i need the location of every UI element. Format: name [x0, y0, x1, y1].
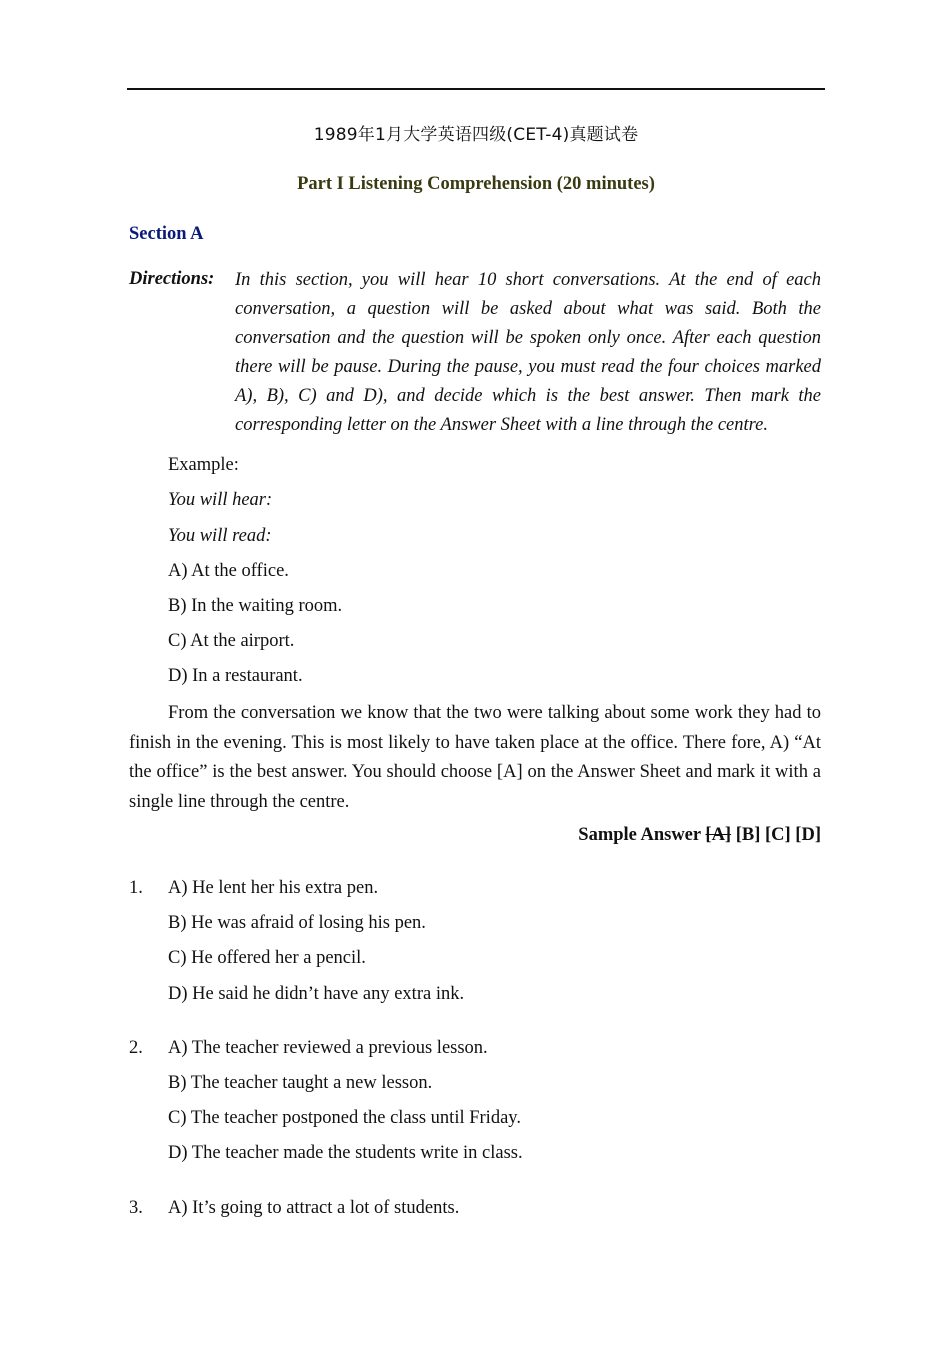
question-1-number: 1.	[129, 878, 143, 898]
header-rule	[127, 88, 825, 90]
example-label: Example:	[168, 455, 239, 475]
example-read: You will read:	[168, 526, 272, 546]
directions-label: Directions:	[129, 269, 215, 289]
sample-answer-rest: [B] [C] [D]	[735, 825, 821, 845]
sample-answer	[578, 825, 821, 846]
example-hear: You will hear:	[168, 490, 273, 510]
question-2-option-a: A) The teacher reviewed a previous lesson.	[168, 1038, 488, 1058]
sample-answer-struck: [A]	[705, 825, 732, 845]
example-option-b: B) In the waiting room.	[168, 596, 343, 616]
part-heading: Part I Listening Comprehension (20 minutes)	[297, 174, 655, 194]
question-1-option-b: B) He was afraid of losing his pen.	[168, 913, 426, 933]
question-1-option-c: C) He offered her a pencil.	[168, 948, 366, 968]
section-heading: Section A	[129, 224, 204, 244]
question-1-option-d: D) He said he didn’t have any extra ink.	[168, 984, 465, 1004]
question-3-number: 3.	[129, 1198, 143, 1218]
question-2-option-c: C) The teacher postponed the class until Friday.	[168, 1108, 521, 1128]
page-title: 1989年1月大学英语四级(CET-4)真题试卷	[313, 125, 639, 145]
example-option-d: D) In a restaurant.	[168, 666, 303, 686]
question-2-number: 2.	[129, 1038, 143, 1058]
question-3-option-a: A) It’s going to attract a lot of students.	[168, 1198, 460, 1218]
directions-text: In this section, you will hear 10 short conversations. At the end of each conversation, a question will be asked about what was said. Both the conversation and the question will be spoken only once. After each question there will be pause. During the pause, you must read the four choices marked A), B), C) and D), and decide which is the best answer. Then mark the corresponding letter on the Answer Sheet with a line through the centre.	[235, 270, 821, 435]
question-1-option-a: A) He lent her his extra pen.	[168, 878, 379, 898]
sample-answer-label: Sample Answer	[578, 825, 701, 845]
example-option-a: A) At the office.	[168, 561, 289, 581]
question-2-option-b: B) The teacher taught a new lesson.	[168, 1073, 433, 1093]
example-explanation: From the conversation we know that the two were talking about some work they had to finish in the evening. This is most likely to have taken place at the office. There fore, A) “At the office” is the best answer. You should choose [A] on the Answer Sheet and mark it with a single line through the centre.	[129, 703, 821, 812]
question-2-option-d: D) The teacher made the students write in class.	[168, 1143, 523, 1163]
example-option-c: C) At the airport.	[168, 631, 295, 651]
